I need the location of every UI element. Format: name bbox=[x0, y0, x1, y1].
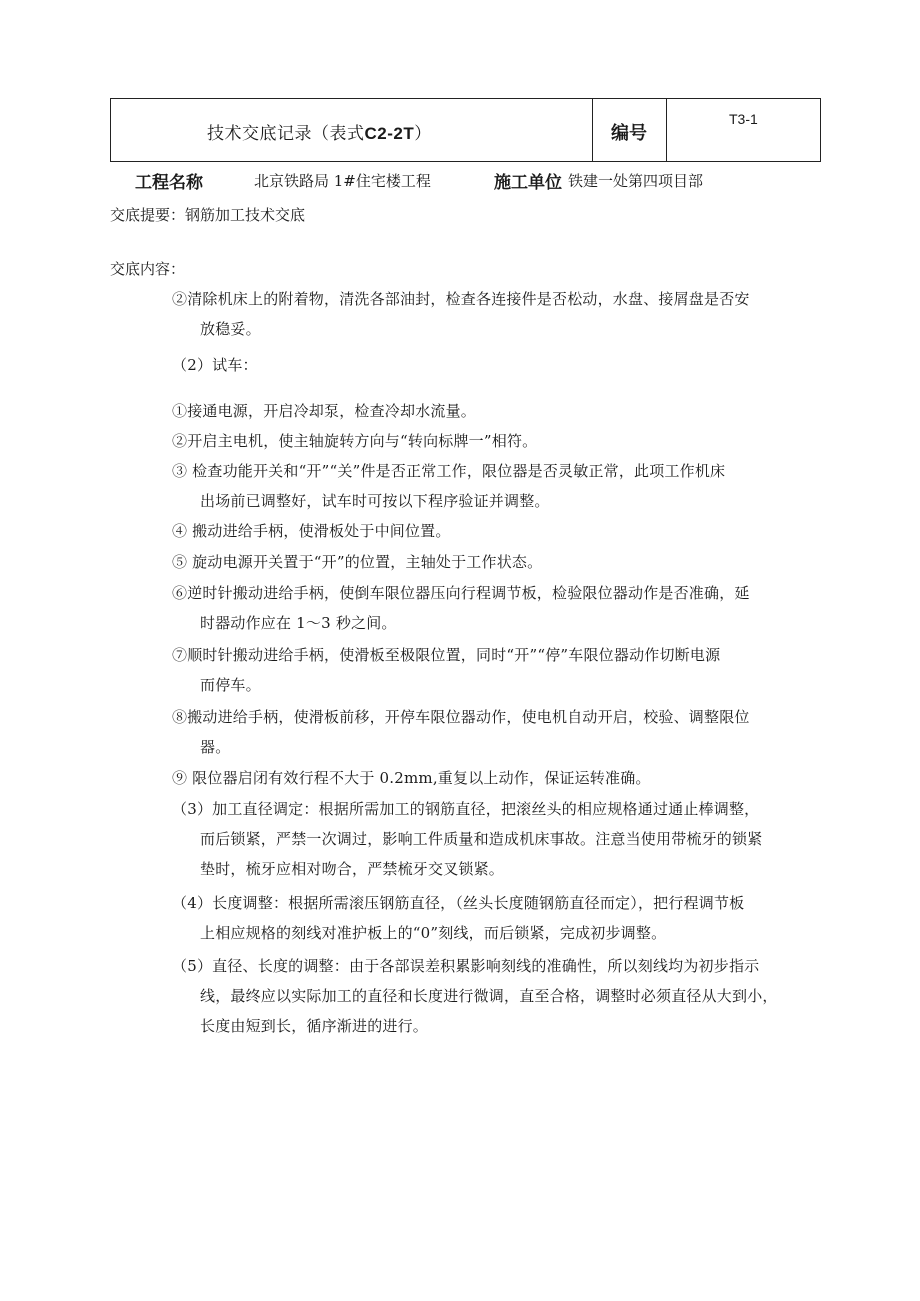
paragraph-line: （4）长度调整：根据所需滚压钢筋直径，（丝头长度随钢筋直径而定），把行程调节板 bbox=[172, 894, 745, 912]
paragraph-line: 出场前已调整好，试车时可按以下程序验证并调整。 bbox=[200, 492, 550, 510]
paragraph-line: 时器动作应在 1～3 秒之间。 bbox=[200, 614, 397, 632]
paragraph-line: ①接通电源，开启冷却泵，检查冷却水流量。 bbox=[172, 402, 477, 420]
paragraph-line: （5）直径、长度的调整：由于各部误差积累影响刻线的准确性，所以刻线均为初步指示 bbox=[172, 957, 760, 975]
paragraph-line: 而停车。 bbox=[200, 676, 261, 694]
paragraph-line: 而后锁紧，严禁一次调过，影响工件质量和造成机床事故。注意当使用带梳牙的锁紧 bbox=[200, 830, 763, 848]
header-table bbox=[110, 98, 821, 162]
paragraph bbox=[172, 284, 750, 344]
paragraph-line: 垫时，梳牙应相对吻合，严禁梳牙交叉锁紧。 bbox=[200, 860, 505, 878]
code-label: 编号 bbox=[611, 123, 647, 144]
code-value-cell bbox=[667, 99, 820, 161]
paragraph-line: 长度由短到长，循序渐进的进行。 bbox=[200, 1017, 429, 1035]
paragraph-line: ②清除机床上的附着物，清洗各部油封，检查各连接件是否松动，水盘、接屑盘是否安 bbox=[172, 290, 750, 308]
title-cell bbox=[111, 99, 593, 161]
paragraph-line: 放稳妥。 bbox=[200, 320, 261, 338]
construction-unit-label: 施工单位 bbox=[494, 173, 562, 193]
paragraph-line: ⑤ 旋动电源开关置于“开”的位置，主轴处于工作状态。 bbox=[172, 553, 543, 571]
code-label-cell bbox=[593, 99, 667, 161]
paragraph bbox=[172, 640, 720, 700]
paragraph-line: 上相应规格的刻线对准护板上的“0”刻线，而后锁紧，完成初步调整。 bbox=[200, 924, 667, 942]
paragraph-line: ⑧搬动进给手柄，使滑板前移，开停车限位器动作，使电机自动开启，校验、调整限位 bbox=[172, 708, 750, 726]
paragraph bbox=[172, 794, 762, 884]
paragraph bbox=[172, 516, 451, 546]
paragraph-line: ⑥逆时针搬动进给手柄，使倒车限位器压向行程调节板，检验限位器动作是否准确，延 bbox=[172, 584, 750, 602]
paragraph-line: ⑦顺时针搬动进给手柄，使滑板至极限位置，同时“开”“停”车限位器动作切断电源 bbox=[172, 646, 721, 664]
paragraph bbox=[172, 456, 725, 516]
paragraph bbox=[172, 888, 744, 948]
project-name-value: 北京铁路局 1#住宅楼工程 bbox=[254, 172, 431, 190]
paragraph-line: ⑨ 限位器启闭有效行程不大于 0.2mm,重复以上动作，保证运转准确。 bbox=[172, 769, 651, 787]
paragraph bbox=[172, 702, 750, 762]
paragraph-line: （3）加工直径调定：根据所需加工的钢筋直径，把滚丝头的相应规格通过通止棒调整， bbox=[172, 800, 760, 818]
paragraph bbox=[172, 350, 258, 380]
paragraph bbox=[172, 426, 537, 456]
document-title: 技术交底记录（表式C2-2T） bbox=[207, 124, 432, 144]
paragraph-line: ②开启主电机，使主轴旋转方向与“转向标牌一”相符。 bbox=[172, 432, 538, 450]
paragraph-line: （2）试车： bbox=[172, 356, 258, 374]
construction-unit-value: 铁建一处第四项目部 bbox=[568, 172, 704, 190]
paragraph bbox=[172, 763, 651, 793]
paragraph bbox=[172, 951, 778, 1041]
paragraph-line: 线，最终应以实际加工的直径和长度进行微调，直至合格，调整时必须直径从大到小， bbox=[200, 987, 778, 1005]
summary: 交底提要：钢筋加工技术交底 bbox=[110, 206, 306, 224]
project-name-label: 工程名称 bbox=[135, 173, 203, 193]
paragraph-line: ③ 检查功能开关和“开”“关”件是否正常工作，限位器是否灵敏正常，此项工作机床 bbox=[172, 462, 726, 480]
paragraph bbox=[172, 578, 750, 638]
content-label: 交底内容： bbox=[110, 260, 186, 278]
code-value: T3-1 bbox=[729, 111, 758, 127]
paragraph-line: 器。 bbox=[200, 738, 231, 756]
paragraph bbox=[172, 547, 542, 577]
paragraph-line: ④ 搬动进给手柄，使滑板处于中间位置。 bbox=[172, 522, 451, 540]
paragraph bbox=[172, 396, 476, 426]
